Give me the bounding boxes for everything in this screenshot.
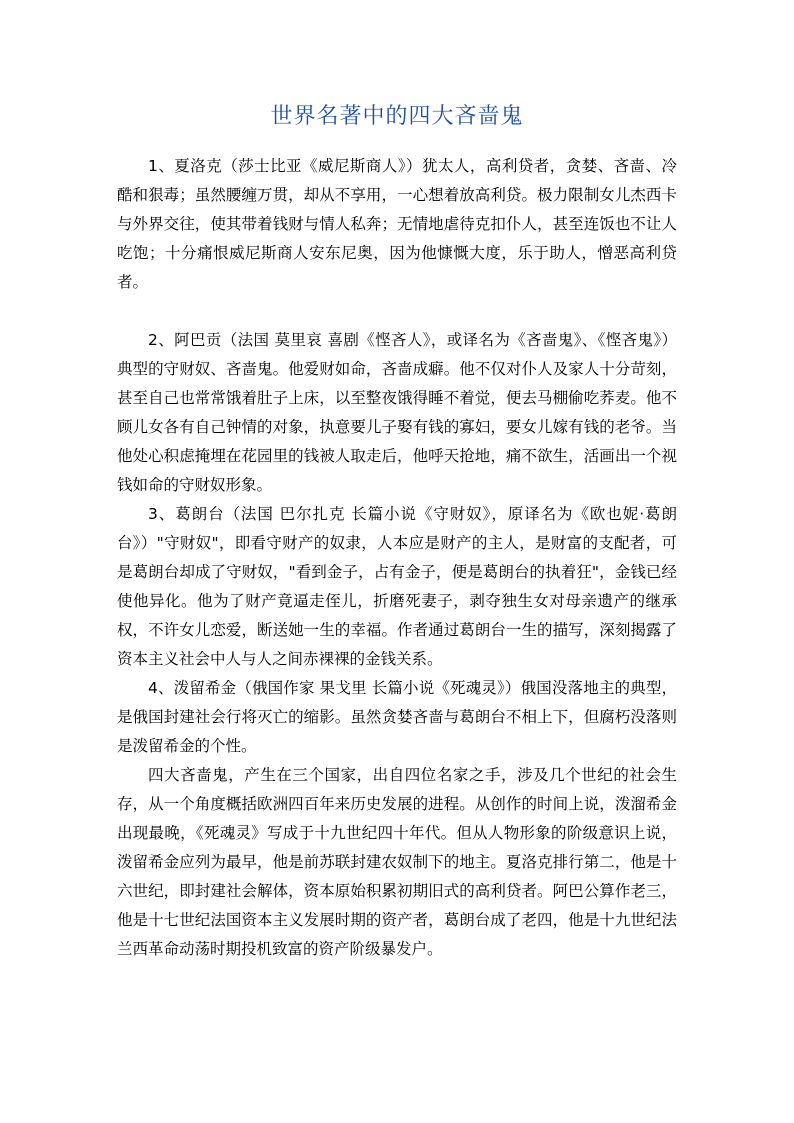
paragraph-grandet: 3、葛朗台（法国 巴尔扎克 长篇小说《守财奴》，原译名为《欧也妮·葛朗台》）"守财奴"，即看守财产的奴隶，人本应是财产的主人，是财富的支配者，可是葛朗台却成了守财奴，"看到金子，占有金子，便是葛朗台的执着狂"，金钱已经使他异化。他为了财产竟逼走侄儿，折磨死妻子，剥夺独生女对母亲遗产的继承权，不许女儿恋爱，断送她一生的幸福。作者通过葛朗台一生的描写，深刻揭露了资本主义社会中人与人之间赤裸裸的金钱关系。 (117, 505, 677, 668)
document-title: 世界名著中的四大吝啬鬼 (270, 104, 524, 129)
paragraph-harpagon: 2、阿巴贡（法国 莫里哀 喜剧《悭吝人》，或译名为《吝啬鬼》、《悭吝鬼》）典型的守财奴、吝啬鬼。他爱财如命，吝啬成癖。他不仅对仆人及家人十分苛刻，甚至自己也常常饿着肚子上床，以至整夜饿得睡不着觉，便去马棚偷吃荞麦。他不顾儿女各有自己钟情的对象，执意要儿子娶有钱的寡妇，要女儿嫁有钱的老爷。当他处心积虑掩埋在花园里的钱被人取走后，他呼天抢地，痛不欲生，活画出一个视钱如命的守财奴形象。 (117, 331, 677, 494)
paragraph-shylock: 1、夏洛克（莎士比亚《威尼斯商人》）犹太人，高利贷者，贪婪、吝啬、冷酷和狠毒；虽然腰缠万贯，却从不享用，一心想着放高利贷。极力限制女儿杰西卡与外界交往，使其带着钱财与情人私奔；无情地虐待克扣仆人，甚至连饭也不让人吃饱；十分痛恨威尼斯商人安东尼奥，因为他慷慨大度，乐于助人，憎恶高利贷者。 (117, 157, 677, 291)
paragraph-spacer (117, 297, 677, 326)
document-body (117, 152, 677, 964)
paragraph-plyushkin: 4、泼留希金（俄国作家 果戈里 长篇小说《死魂灵》）俄国没落地主的典型，是俄国封建社会行将灭亡的缩影。虽然贪婪吝啬与葛朗台不相上下，但腐朽没落则是泼留希金的个性。 (117, 679, 677, 755)
paragraph-summary: 四大吝啬鬼，产生在三个国家，出自四位名家之手，涉及几个世纪的社会生存，从一个角度概括欧洲四百年来历史发展的进程。从创作的时间上说，泼溜希金出现最晚，《死魂灵》写成于十九世纪四十年代。但从人物形象的阶级意识上说，泼留希金应列为最早，他是前苏联封建农奴制下的地主。夏洛克排行第二，他是十六世纪，即封建社会解体，资本原始积累初期旧式的高利贷者。阿巴公算作老三，他是十七世纪法国资本主义发展时期的资产者，葛朗台成了老四，他是十九世纪法兰西革命动荡时期投机致富的资产阶级暴发户。 (117, 766, 677, 958)
